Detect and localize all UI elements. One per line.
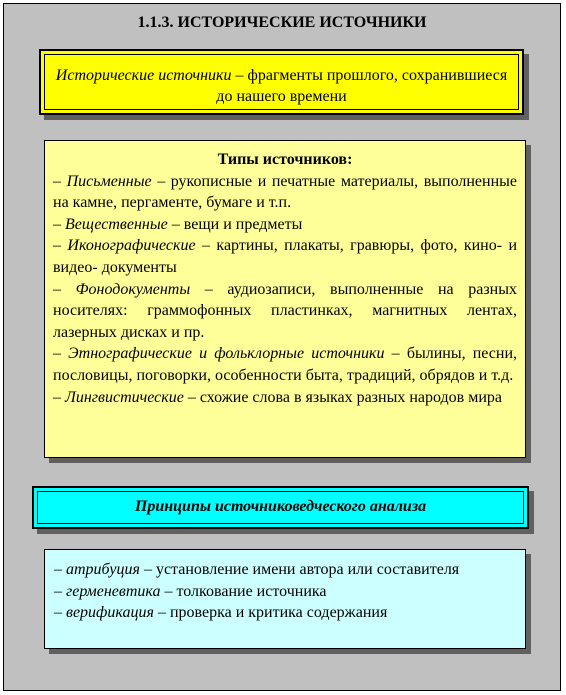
page-title: 1.1.3. ИСТОРИЧЕСКИЕ ИСТОЧНИКИ [137, 14, 427, 31]
principle-item: – верификация – проверка и критика содержания [54, 604, 388, 622]
definition-body: – фрагменты прошлого, сохранившиеся до нашего времени [216, 67, 508, 105]
source-types-heading: Типы источников: [217, 151, 353, 168]
principle-term: верификация [66, 604, 154, 622]
definition-term: Исторические источники [55, 67, 232, 84]
source-type-item: – Вещественные – вещи и предметы [53, 215, 303, 233]
principles-list-box [44, 549, 526, 649]
principle-term: герменевтика [66, 582, 161, 600]
principles-heading: Принципы источниковедческого анализа [37, 491, 524, 524]
source-type-item: – Иконографические – картины, плакаты, гравюры, фото, кино- и видео- документы [53, 237, 518, 276]
principle-term: атрибуция [66, 561, 140, 578]
source-type-item: – Письменные – рукописные и печатные материалы, выполненные на камне, пергаменте, бумаге и т.п. [53, 172, 518, 212]
source-type-item: – Этнографические и фольклорные источники – былины, песни, пословицы, поговорки, особенности быта, традиций, обрядов и т.д. [53, 345, 518, 384]
source-type-item: – Фонодокументы – аудиозаписи, выполненные на разных носителях: граммофонных пластинках, магнитных лентах, лазерных дисках и пр. [53, 280, 517, 341]
page-frame [3, 3, 561, 691]
definition-text [49, 57, 514, 107]
principles-heading-box [32, 486, 529, 529]
definition-box [39, 49, 524, 115]
principle-item: – атрибуция – установление имени автора или составителя [54, 561, 460, 578]
source-type-term: Фонодокументы [75, 280, 191, 298]
principle-item: – герменевтика – толкование источника [54, 582, 327, 600]
source-type-term: Письменные [66, 172, 152, 190]
source-type-item: – Лингвистические – схожие слова в языках разных народов мира [53, 388, 502, 406]
source-type-term: Иконографические [67, 237, 196, 255]
source-type-term: Вещественные [65, 215, 168, 233]
source-types-box [44, 140, 526, 458]
source-type-term: Лингвистические [65, 388, 184, 406]
source-type-term: Этнографические и фольклорные источники [68, 345, 385, 363]
